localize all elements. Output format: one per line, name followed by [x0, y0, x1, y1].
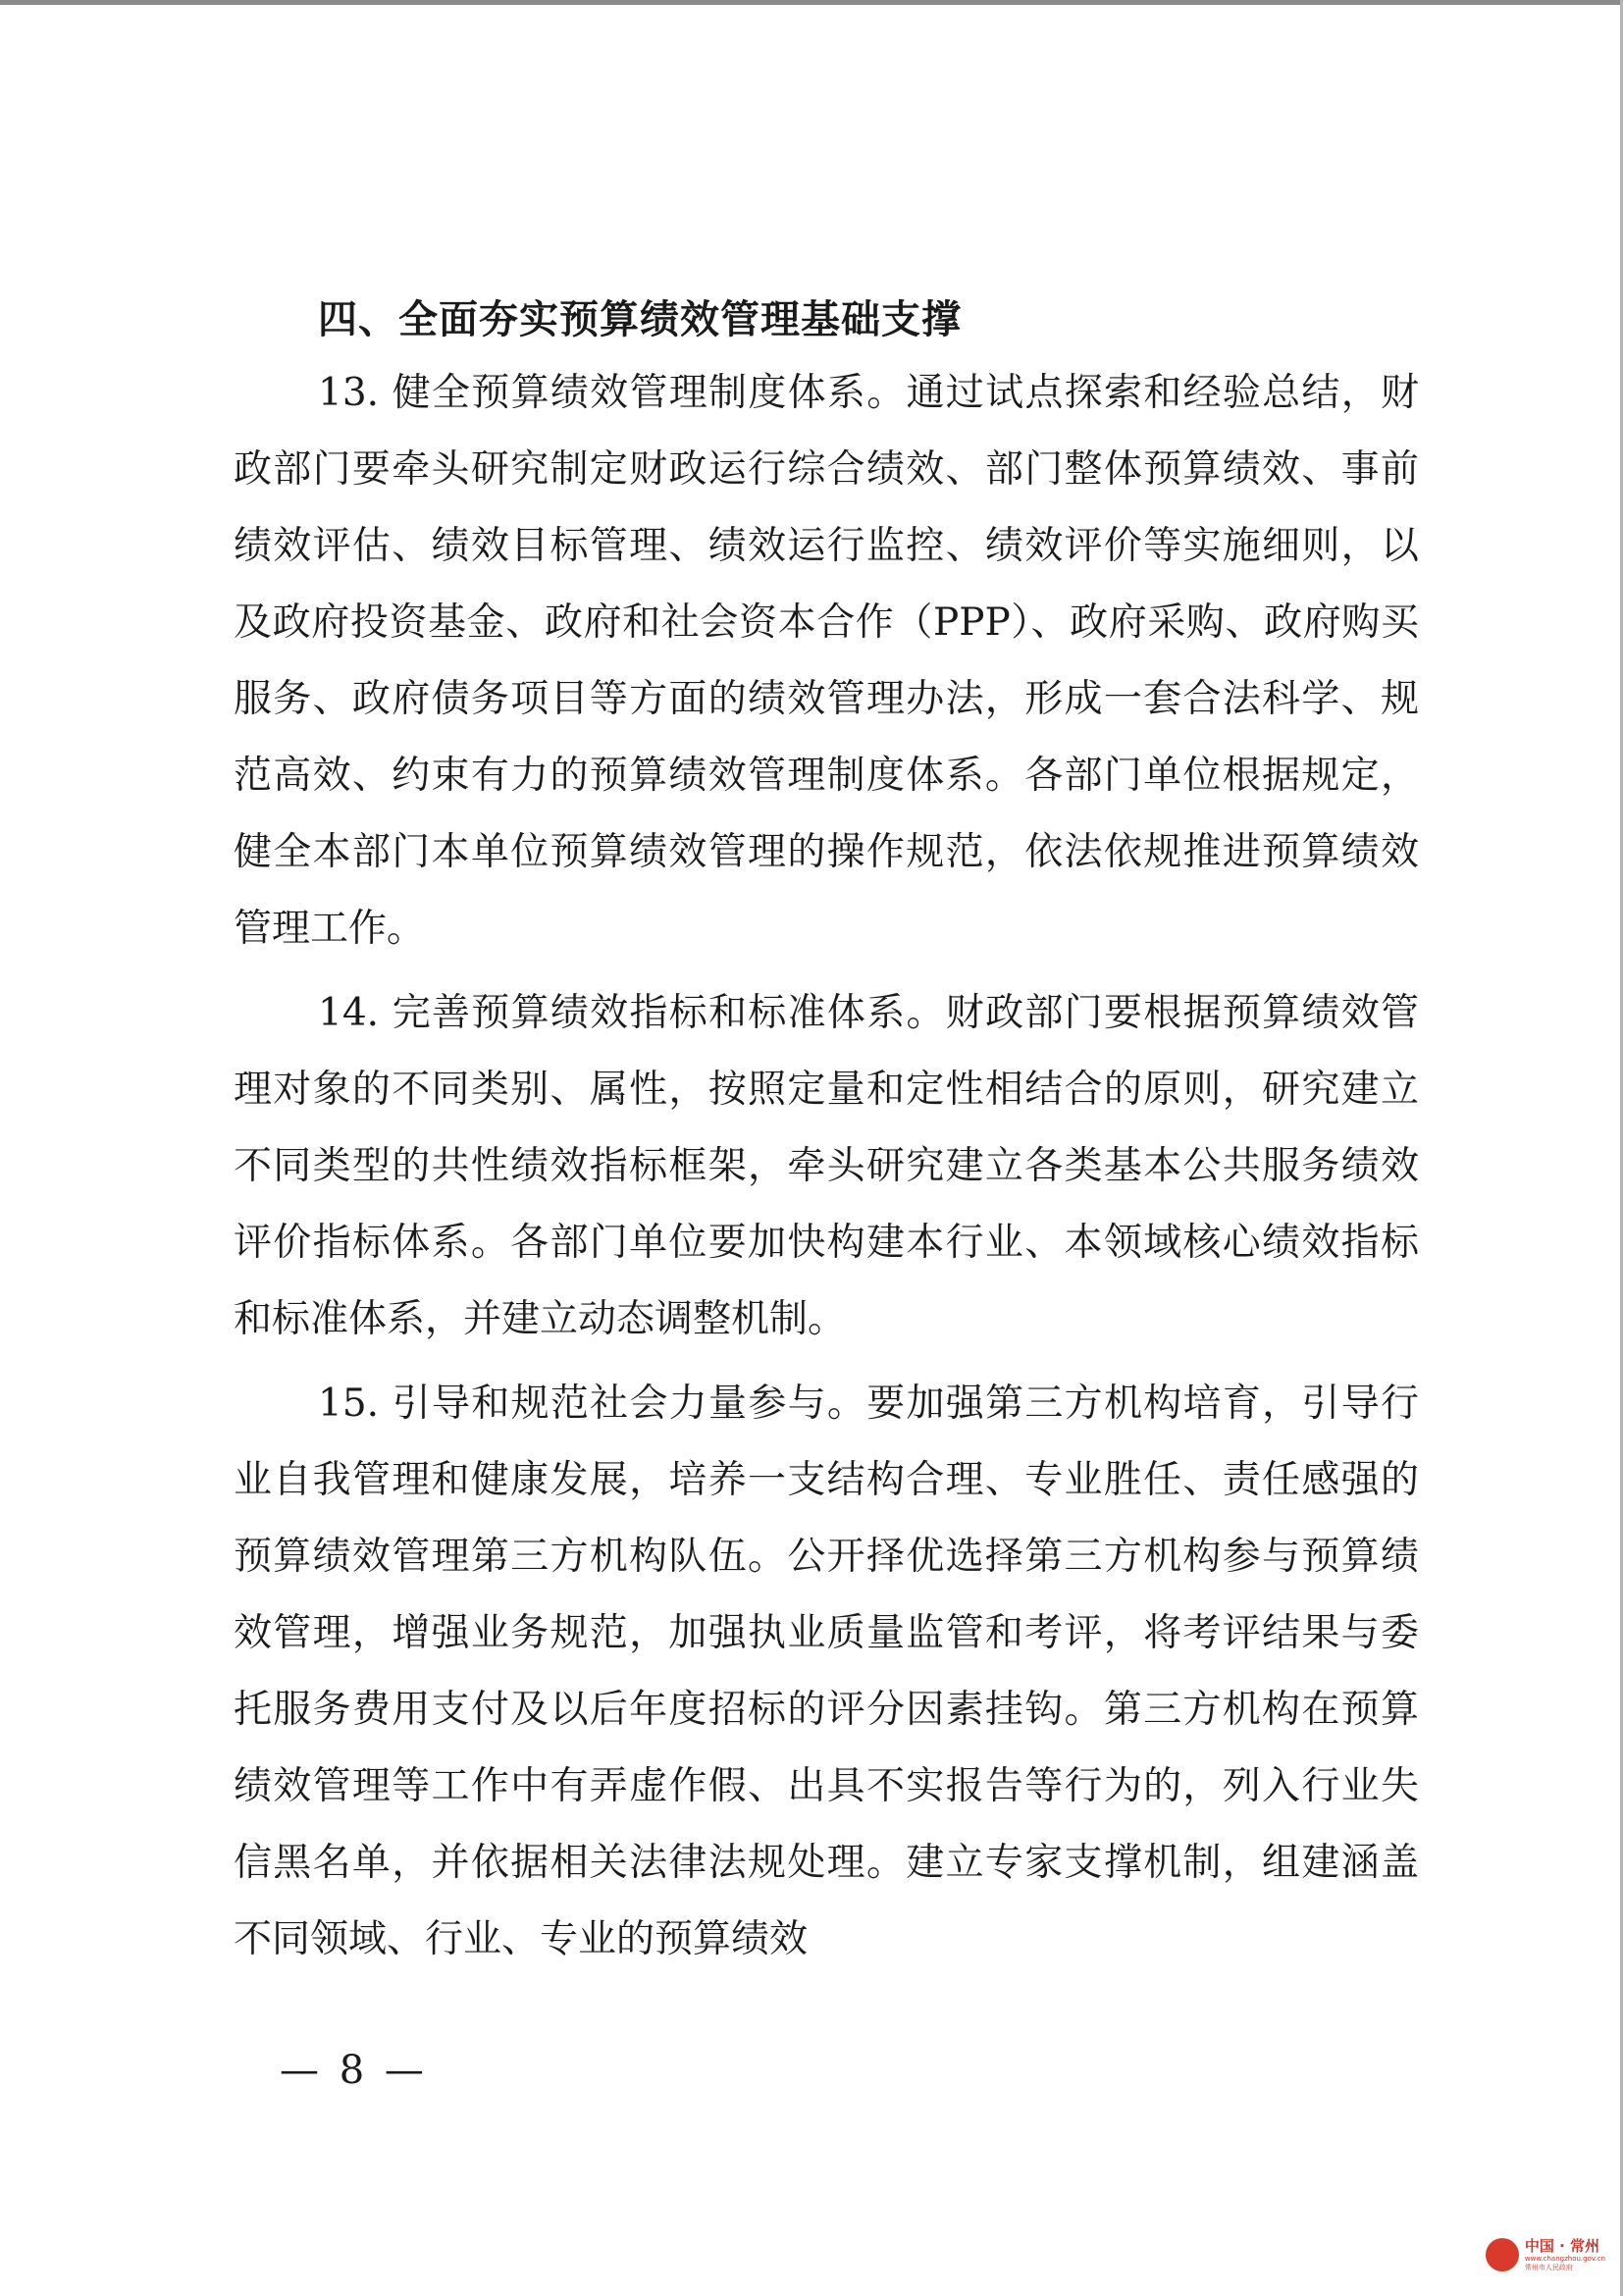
paragraph-15: 15. 引导和规范社会力量参与。要加强第三方机构培育，引导行业自我管理和健康发展，培养一支结构合理、专业胜任、责任感强的预算绩效管理第三方机构队伍。公开择优选择第三方机构参与预算绩效管理，增强业务规范，加强执业质量监管和考评，将考评结果与委托服务费用支付及以后年度招标的评分因素挂钩。第三方机构在预算绩效管理等工作中有弄虚作假、出具不实报告等行为的，列入行业失信黑名单，并依据相关法律法规处理。建立专家支撑机制，组建涵盖不同领域、行业、专业的预算绩效 [234, 1382, 1419, 1961]
site-watermark [1486, 2237, 1605, 2272]
paragraph-14: 14. 完善预算绩效指标和标准体系。财政部门要根据预算绩效管理对象的不同类别、属性，按照定量和定性相结合的原则，研究建立不同类型的共性绩效指标框架，牵头研究建立各类基本公共服务绩效评价指标体系。各部门单位要加快构建本行业、本领域核心绩效指标和标准体系，并建立动态调整机制。 [234, 991, 1419, 1341]
paragraph-13: 13. 健全预算绩效管理制度体系。通过试点探索和经验总结，财政部门要牵头研究制定财政运行综合绩效、部门整体预算绩效、事前绩效评估、绩效目标管理、绩效运行监控、绩效评价等实施细则，以及政府投资基金、政府和社会资本合作（PPP）、政府采购、政府购买服务、政府债务项目等方面的绩效管理办法，形成一套合法科学、规范高效、约束有力的预算绩效管理制度体系。各部门单位根据规定，健全本部门本单位预算绩效管理的操作规范，依法依规推进预算绩效管理工作。 [234, 371, 1419, 951]
watermark-text [1525, 2237, 1605, 2272]
scan-edge-top [0, 0, 1623, 5]
watermark-subtitle: 常州市人民政府 [1524, 2264, 1573, 2271]
watermark-title: 中国 · 常州 [1524, 2237, 1600, 2255]
seal-logo-icon [1486, 2238, 1519, 2271]
page-number: — 8 — [280, 2048, 428, 2093]
watermark-url: www.changzhou.gov.cn [1524, 2255, 1605, 2263]
document-page [234, 285, 1419, 1986]
section-heading: 四、全面夯实预算绩效管理基础支撑 [318, 297, 962, 342]
